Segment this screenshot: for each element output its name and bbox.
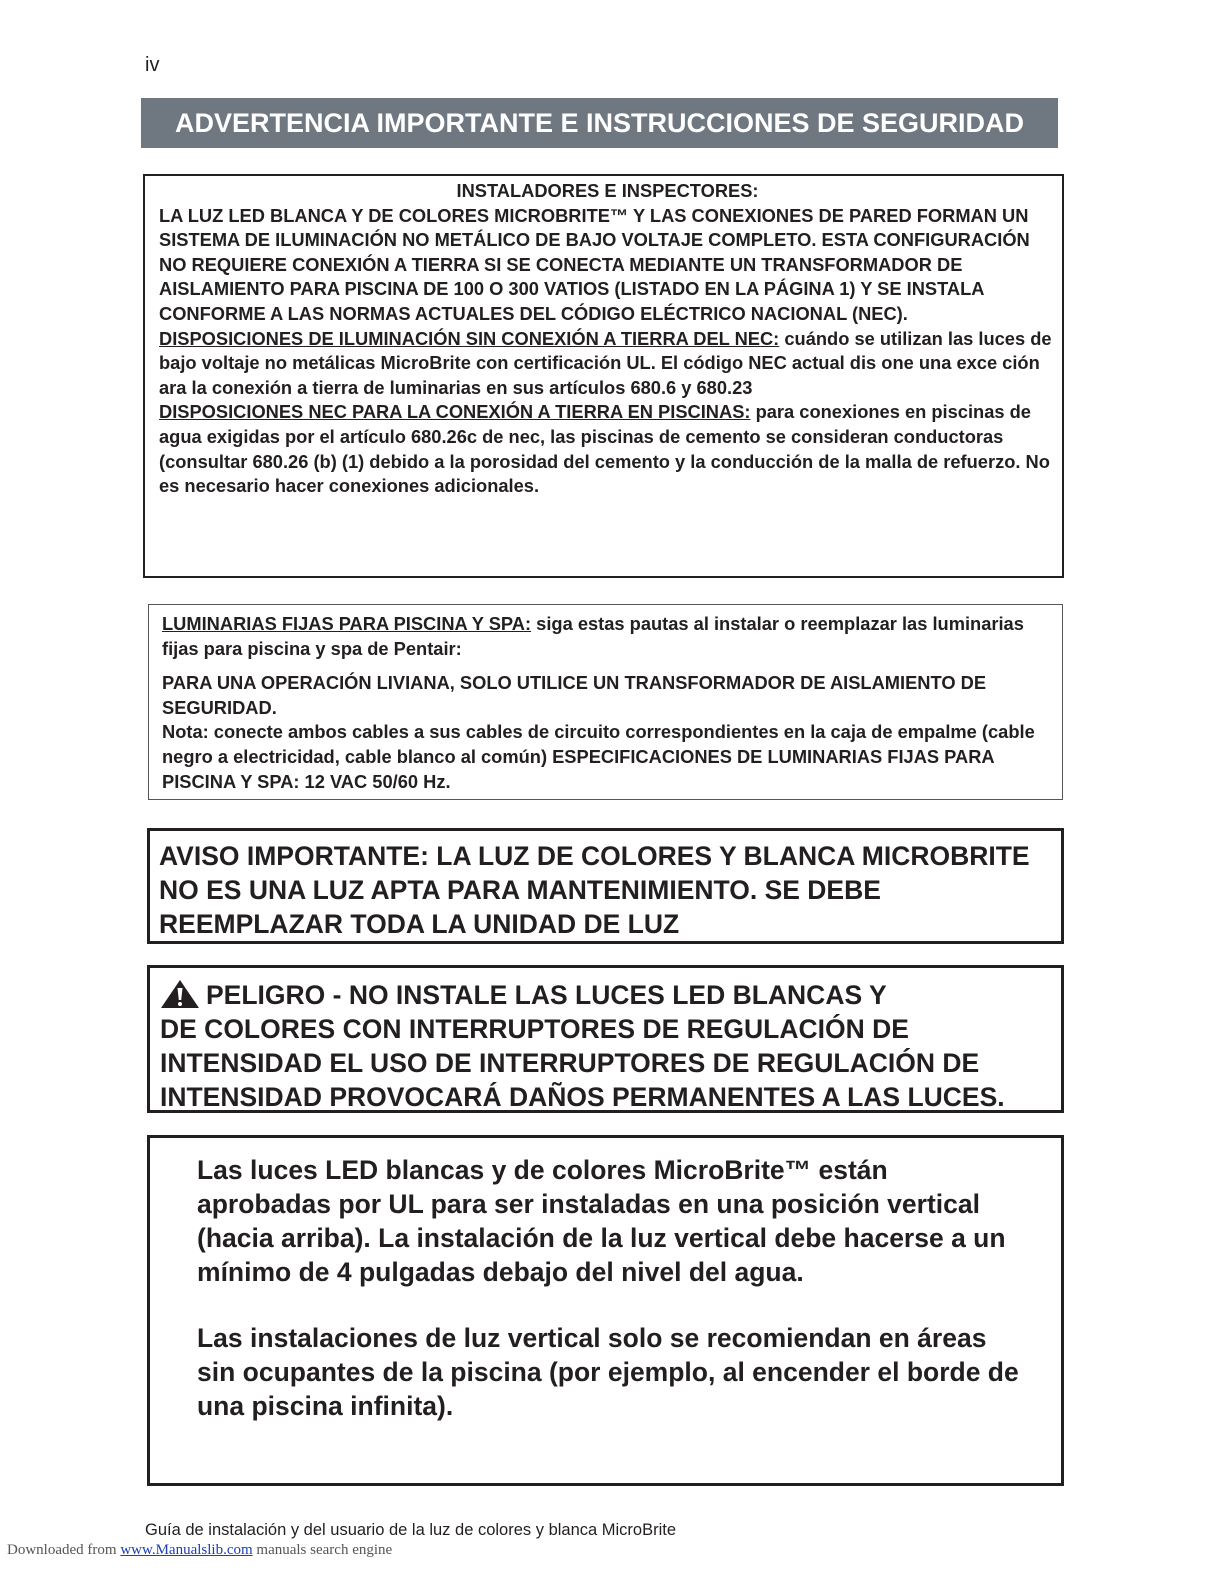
fixtures-box: [148, 604, 1063, 800]
vertical-recommendation-paragraph: Las instalaciones de luz vertical solo se recomiendan en áreas sin ocupantes de la piscina (por ejemplo, al encender el borde de una piscina infinita).: [197, 1323, 1019, 1421]
important-notice-text: AVISO IMPORTANTE: LA LUZ DE COLORES Y BLANCA MICROBRITE NO ES UNA LUZ APTA PARA MANTENIMIENTO. SE DEBE REEMPLAZAR TODA LA UNIDAD DE LUZ: [159, 841, 1030, 939]
footer-title: Guía de instalación y del usuario de la luz de colores y blanca MicroBrite: [145, 1521, 677, 1539]
safety-banner: ADVERTENCIA IMPORTANTE E INSTRUCCIONES DE SEGURIDAD: [141, 98, 1058, 148]
download-prefix: Downloaded from: [7, 1542, 117, 1558]
danger-box: [147, 965, 1064, 1113]
lighting-provisions-text: cuándo se utilizan las luces de bajo voltaje no metálicas MicroBrite con certificación UL. El código NEC actual dis one una exce ción ara la conexión a tierra de luminarias en sus artículos 680.6 y 680.23: [159, 327, 1052, 398]
danger-line: [160, 978, 1055, 1012]
danger-line-text: PELIGRO - NO INSTALE LAS LUCES LED BLANCAS Y: [206, 980, 887, 1010]
fixtures-intro: [162, 612, 1052, 661]
transformer-instruction: PARA UNA OPERACIÓN LIVIANA, SOLO UTILICE UN TRANSFORMADOR DE AISLAMIENTO DE SEGURIDAD.: [162, 672, 987, 718]
wiring-note: Nota: conecte ambos cables a sus cables de circuito correspondientes en la caja de empalme (cable negro a electricidad, cable blanco al común) ESPECIFICACIONES DE LUMINARIAS FIJAS PARA PISCINA Y SPA: 12 VAC 50/60 Hz.: [162, 721, 1035, 792]
danger-line: DE COLORES CON INTERRUPTORES DE REGULACIÓN DE: [160, 1014, 909, 1044]
warning-triangle-icon: [160, 979, 200, 1009]
grounding-provisions-text: para conexiones en piscinas de agua exigidas por el artículo 680.26c de nec, las piscinas de cemento se consideran conductoras (consultar 680.26 (b) (1) debido a la porosidad del cemento y la conducción de la malla de refuerzo. No es necesario hacer conexiones adicionales.: [159, 401, 1050, 497]
danger-line: INTENSIDAD PROVOCARÁ DAÑOS PERMANENTES A LAS LUCES.: [160, 1082, 1005, 1112]
danger-line: INTENSIDAD EL USO DE INTERRUPTORES DE REGULACIÓN DE: [160, 1048, 980, 1078]
download-suffix: manuals search engine: [256, 1542, 393, 1558]
lighting-provisions-label: DISPOSICIONES DE ILUMINACIÓN SIN CONEXIÓN A TIERRA DEL NEC:: [159, 327, 780, 349]
fixtures-label: LUMINARIAS FIJAS PARA PISCINA Y SPA:: [162, 613, 532, 634]
installers-heading: INSTALADORES E INSPECTORES:: [456, 180, 759, 201]
grounding-provisions: [159, 400, 1056, 498]
grounding-provisions-label: DISPOSICIONES NEC PARA LA CONEXIÓN A TIERRA EN PISCINAS:: [159, 401, 751, 423]
installers-paragraph: LA LUZ LED BLANCA Y DE COLORES MICROBRITE™ Y LAS CONEXIONES DE PARED FORMAN UN SISTEMA DE ILUMINACIÓN NO METÁLICO DE BAJO VOLTAJE COMPLETO. ESTA CONFIGURACIÓN NO REQUIERE CONEXIÓN A TIERRA SI SE CONECTA MEDIANTE UN TRANSFORMADOR DE AISLAMIENTO PARA PISCINA DE 100 O 300 VATIOS (LISTADO EN LA PÁGINA 1) Y SE INSTALA CONFORME A LAS NORMAS ACTUALES DEL CÓDIGO ELÉCTRICO NACIONAL (NEC).: [159, 204, 1030, 324]
manualslib-link[interactable]: www.Manualslib.com: [120, 1542, 253, 1558]
vertical-installation-box: [147, 1135, 1064, 1486]
installers-inspectors-box: [143, 174, 1064, 578]
download-attribution: [7, 1542, 392, 1559]
page-number: iv: [145, 54, 160, 76]
lighting-provisions: [159, 327, 1056, 401]
fixtures-intro-text: siga estas pautas al instalar o reemplazar las luminarias fijas para piscina y spa de Pentair:: [162, 613, 1024, 659]
important-notice-box: [147, 828, 1064, 944]
vertical-approval-paragraph: Las luces LED blancas y de colores MicroBrite™ están aprobadas por UL para ser instaladas en una posición vertical (hacia arriba). La instalación de la luz vertical debe hacerse a un mínimo de 4 pulgadas debajo del nivel del agua.: [197, 1155, 1006, 1287]
